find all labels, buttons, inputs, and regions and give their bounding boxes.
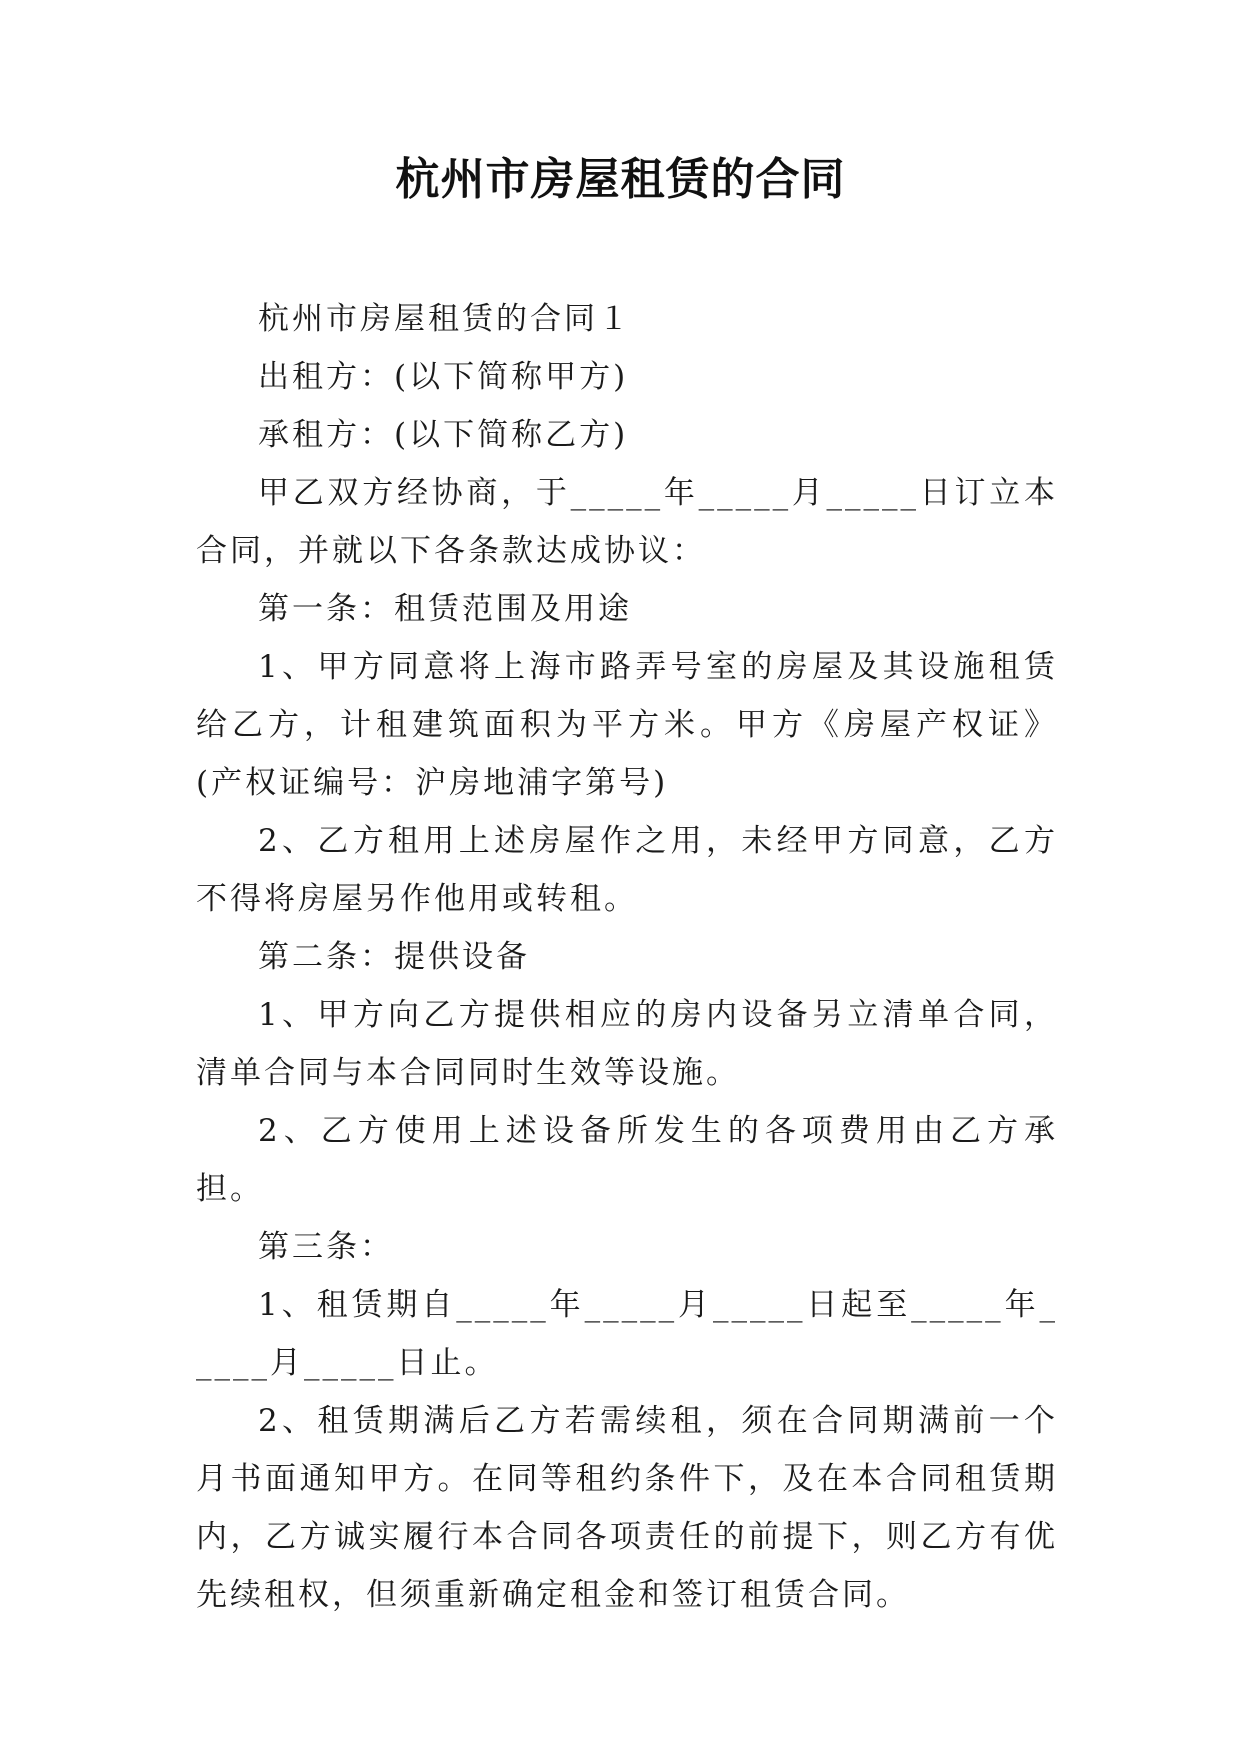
paragraph-article-1-heading: 第一条：租赁范围及用途 (258, 591, 632, 627)
paragraph-article-3-item-2: 2、租赁期满后乙方若需续租，须在合同期满前一个月书面通知甲方。在同等租约条件下，及在本合同租赁期内，乙方诚实履行本合同各项责任的前提下，则乙方有优先续租权，但须重新确定租金和签订租赁合同。 (196, 1403, 1058, 1613)
paragraph-heading-1: 杭州市房屋租赁的合同１ (258, 301, 632, 337)
document-title: 杭州市房屋租赁的合同 (395, 154, 846, 205)
paragraph-lessee: 承租方：(以下简称乙方) (258, 417, 629, 453)
paragraph-article-1-item-2: 2、乙方租用上述房屋作之用，未经甲方同意，乙方不得将房屋另作他用或转租。 (196, 823, 1058, 917)
paragraph-article-1-item-1: 1、甲方同意将上海市路弄号室的房屋及其设施租赁给乙方，计租建筑面积为平方米。甲方《房屋产权证》(产权证编号：沪房地浦字第号) (196, 649, 1058, 801)
paragraph-agreement-date: 甲乙双方经协商，于_____年_____月_____日订立本合同，并就以下各条款达成协议： (196, 475, 1058, 569)
paragraph-article-2-item-1: 1、甲方向乙方提供相应的房内设备另立清单合同，清单合同与本合同同时生效等设施。 (196, 997, 1058, 1091)
paragraph-article-3-item-1: 1、租赁期自_____年_____月_____日起至_____年_____月_____日止。 (196, 1287, 1058, 1381)
paragraph-lessor: 出租方：(以下简称甲方) (258, 359, 629, 395)
paragraph-article-3-heading: 第三条： (258, 1229, 394, 1265)
document-body (196, 290, 1058, 1624)
paragraph-article-2-heading: 第二条：提供设备 (258, 939, 530, 975)
paragraph-article-2-item-2: 2、乙方使用上述设备所发生的各项费用由乙方承担。 (196, 1113, 1058, 1207)
